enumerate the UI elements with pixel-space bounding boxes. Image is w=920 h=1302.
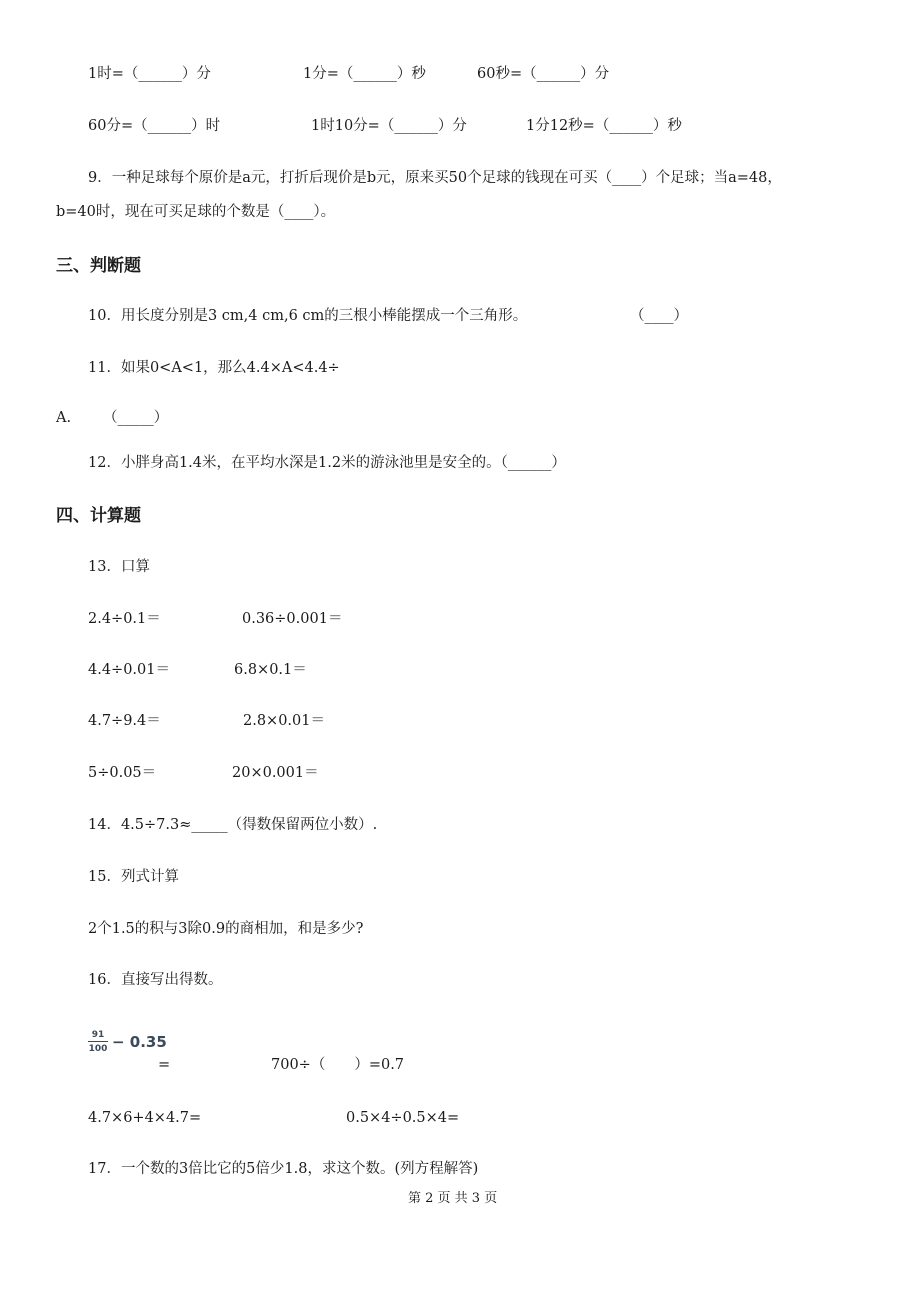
- question-11: 11．如果0<A<1，那么4.4×A<4.4÷: [88, 360, 340, 376]
- time-conversion-4: 60分=（______）时: [88, 118, 221, 134]
- question-16-item-2: 700÷（ ）=0.7: [271, 1057, 405, 1073]
- fraction-expression: [88, 1030, 168, 1064]
- time-conversion-6: 1分12秒=（______）秒: [526, 118, 682, 134]
- question-10: 10．用长度分别是3 cm,4 cm,6 cm的三根小棒能摆成一个三角形。: [88, 308, 528, 324]
- question-15-title: 15．列式计算: [88, 869, 179, 885]
- fraction-numerator: 91: [91, 1030, 105, 1040]
- mental-calc-item: 2.8×0.01＝: [243, 713, 325, 729]
- mental-calc-item: 4.4÷0.01＝: [88, 662, 170, 678]
- question-10-blank: （____）: [630, 308, 688, 324]
- question-17: 17．一个数的3倍比它的5倍少1.8，求这个数。(列方程解答): [88, 1161, 479, 1177]
- time-conversion-2: 1分=（______）秒: [303, 66, 426, 82]
- fraction-subtract-term: − 0.35: [112, 1033, 167, 1051]
- fraction: [88, 1030, 108, 1054]
- fraction-bar: [88, 1041, 108, 1042]
- question-16-item-4: 0.5×4÷0.5×4=: [346, 1110, 460, 1126]
- question-12: 12．小胖身高1.4米，在平均水深是1.2米的游泳池里是安全的。（______）: [88, 455, 566, 471]
- mental-calc-item: 4.7÷9.4＝: [88, 713, 161, 729]
- question-11-blank: （_____）: [103, 410, 169, 426]
- question-9-line-2: b=40时，现在可买足球的个数是（____）。: [56, 204, 336, 220]
- fraction-denominator: 100: [88, 1044, 108, 1054]
- mental-calc-item: 0.36÷0.001＝: [242, 611, 343, 627]
- time-conversion-1: 1时=（______）分: [88, 66, 211, 82]
- time-conversion-5: 1时10分=（______）分: [311, 118, 467, 134]
- question-15-text: 2个1.5的积与3除0.9的商相加，和是多少?: [88, 921, 364, 937]
- mental-calc-item: 6.8×0.1＝: [234, 662, 307, 678]
- question-14: 14．4.5÷7.3≈_____（得数保留两位小数）.: [88, 817, 378, 833]
- section-4-heading: 四、计算题: [56, 506, 141, 526]
- mental-calc-item: 20×0.001＝: [232, 765, 319, 781]
- mental-calc-item: 5÷0.05＝: [88, 765, 157, 781]
- question-16-title: 16．直接写出得数。: [88, 972, 223, 988]
- question-9-line-1: 9．一种足球每个原价是a元，打折后现价是b元，原来买50个足球的钱现在可买（____）个足球；当a=48，: [88, 170, 782, 186]
- page-footer: 第 2 页 共 3 页: [408, 1191, 498, 1206]
- section-3-heading: 三、判断题: [56, 256, 141, 276]
- question-16-item-3: 4.7×6+4×4.7=: [88, 1110, 202, 1126]
- question-16-equals: =: [158, 1057, 171, 1073]
- question-13-title: 13．口算: [88, 559, 150, 575]
- mental-calc-item: 2.4÷0.1＝: [88, 611, 161, 627]
- time-conversion-3: 60秒=（______）分: [477, 66, 610, 82]
- question-11-option-label: A.: [56, 410, 72, 426]
